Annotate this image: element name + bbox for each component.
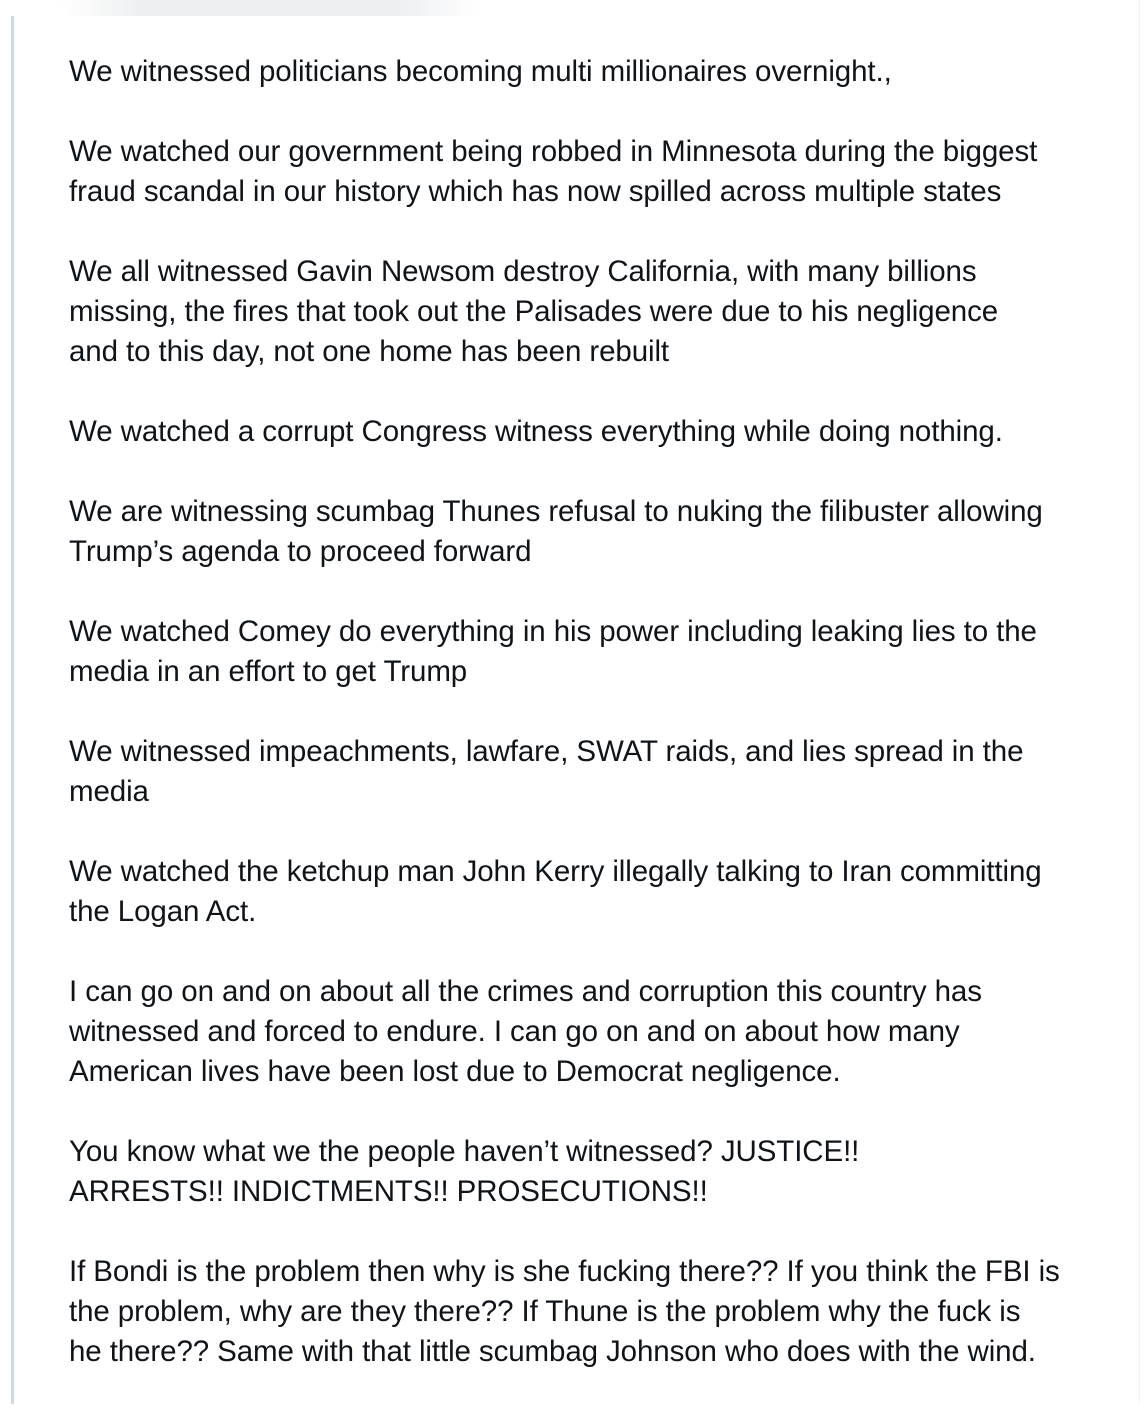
paragraph: We watched the ketchup man John Kerry illegally talking to Iran committing the Logan Act. [69,855,1042,928]
paragraph: We witnessed politicians becoming multi millionaires overnight., [69,55,892,88]
thread-line [11,16,14,1404]
paragraph: We watched our government being robbed in Minnesota during the biggest fraud scandal in our history which has now spilled across multiple states [69,135,1038,208]
paragraph: You know what we the people haven’t witnessed? JUSTICE!! ARRESTS!! INDICTMENTS!! PROSECUTIONS!! [69,1135,860,1208]
paragraph: We watched a corrupt Congress witness everything while doing nothing. [69,415,1003,448]
post-text [69,52,1119,1412]
right-border [1139,0,1140,1404]
paragraph: We all witnessed Gavin Newsom destroy California, with many billions missing, the fires that took out the Palisades were due to his negligence and to this day, not one home has been rebuilt [69,255,999,368]
paragraph: We are witnessing scumbag Thunes refusal to nuking the filibuster allowing Trump’s agenda to proceed forward [69,495,1043,568]
paragraph: If Bondi is the problem then why is she fucking there?? If you think the FBI is the problem, why are they there?? If Thune is the problem why the fuck is he there?? Same with that little scumbag Johnson who does with the wind. [69,1255,1060,1368]
paragraph: We witnessed impeachments, lawfare, SWAT raids, and lies spread in the media [69,735,1024,808]
paragraph: I can go on and on about all the crimes and corruption this country has witnessed and forced to endure. I can go on and on about how many American lives have been lost due to Democrat negligence. [69,975,982,1088]
top-fade [60,0,480,16]
paragraph: We watched Comey do everything in his power including leaking lies to the media in an effort to get Trump [69,615,1037,688]
